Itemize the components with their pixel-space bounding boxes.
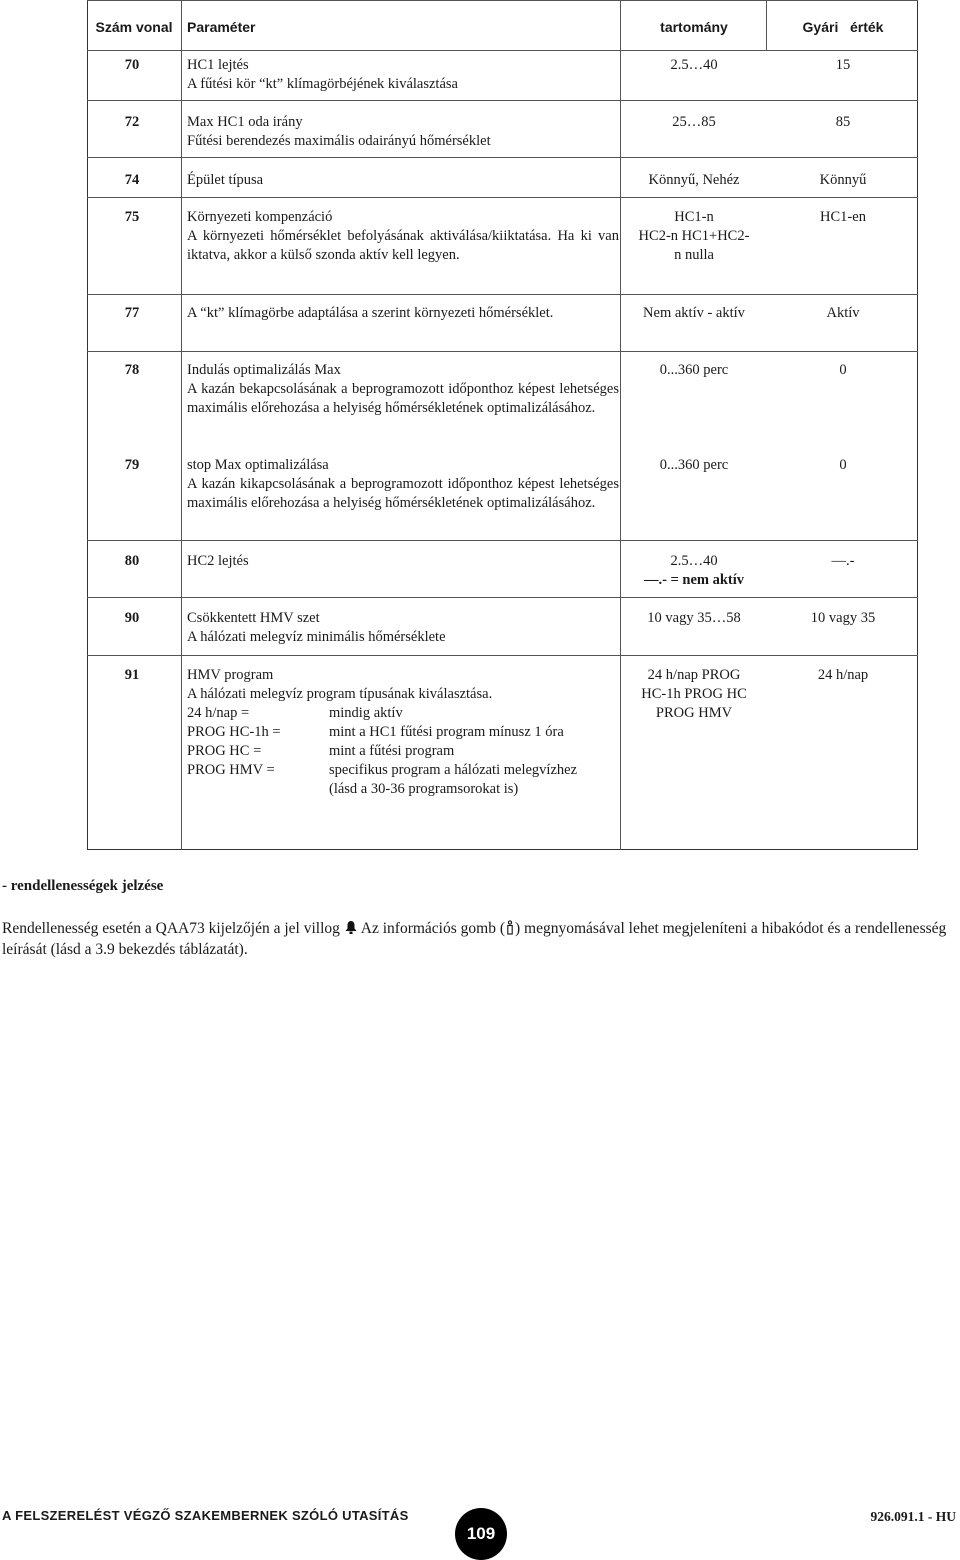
row-number: 72	[124, 114, 140, 130]
range-value: 25…85	[672, 114, 716, 130]
column-divider	[620, 0, 621, 850]
range-value: PROG HMV	[655, 705, 733, 721]
row-number: 74	[124, 172, 140, 188]
bell-icon	[344, 919, 358, 933]
table-rule	[87, 597, 918, 598]
row-number: 80	[124, 553, 140, 569]
row-number: 78	[124, 362, 140, 378]
program-option	[187, 780, 619, 799]
header-range: tartomány	[660, 19, 728, 35]
table-rule	[87, 294, 918, 295]
program-option	[187, 742, 619, 761]
table-rule	[87, 50, 918, 51]
default-value: 10 vagy 35	[810, 610, 876, 626]
program-key: PROG HMV =	[187, 762, 275, 778]
param-desc: A hálózati melegvíz program típusának kiválasztása.	[187, 686, 493, 702]
program-option	[187, 704, 619, 723]
row-number: 70	[124, 57, 140, 73]
body-text-part: ) megnyomásával lehet megjeleníteni a hibakódot és a rendellenesség leírását (lásd a 3.9 bekezdés táblázatát).	[2, 920, 947, 958]
range-value: 2.5…40	[670, 57, 718, 73]
header-param: Paraméter	[187, 19, 256, 35]
default-value: 24 h/nap	[817, 667, 869, 683]
param-title: Környezeti kompenzáció	[187, 209, 333, 225]
range-value: 10 vagy 35…58	[647, 610, 741, 626]
range-value: HC2-n HC1+HC2-	[638, 228, 750, 244]
param-title: Indulás optimalizálás Max	[187, 362, 341, 378]
row-number: 79	[124, 457, 140, 473]
param-title: HC1 lejtés	[187, 57, 249, 73]
default-value: —.-	[831, 553, 855, 569]
param-desc: A fűtési kör “kt” klímagörbéjének kiválasztása	[187, 76, 458, 92]
param-title: A “kt” klímagörbe adaptálása a szerint környezeti hőmérséklet.	[187, 305, 554, 321]
table-rule	[87, 655, 918, 656]
program-key	[187, 780, 329, 799]
program-key: PROG HC =	[187, 743, 262, 759]
range-value: Könnyű, Nehéz	[648, 172, 740, 188]
header-num: Szám vonal	[95, 19, 173, 35]
param-title: Max HC1 oda irány	[187, 114, 303, 130]
range-value: 2.5…40	[670, 553, 718, 569]
range-value: HC1-n	[674, 209, 714, 225]
program-value: mindig aktív	[329, 705, 403, 721]
table-rule	[87, 157, 918, 158]
range-value: Nem aktív - aktív	[643, 305, 745, 321]
range-value: 24 h/nap PROG	[647, 667, 741, 683]
section-title: - rendellenességek jelzése	[2, 878, 164, 894]
param-title: stop Max optimalizálása	[187, 457, 329, 473]
param-title: Csökkentett HMV szet	[187, 610, 320, 626]
range-value: 0...360 perc	[659, 457, 729, 473]
row-number: 77	[124, 305, 140, 321]
param-desc: A hálózati melegvíz minimális hőmérséklete	[187, 629, 446, 645]
table-rule	[87, 0, 918, 1]
footer-title: A FELSZERELÉST VÉGZŐ SZAKEMBERNEK SZÓLÓ UTASÍTÁS	[2, 1508, 409, 1523]
column-divider	[181, 0, 182, 850]
range-value: HC-1h PROG HC	[641, 686, 747, 702]
default-value: 85	[835, 114, 851, 130]
program-key: 24 h/nap =	[187, 705, 250, 721]
header-default: Gyári érték	[802, 19, 884, 35]
body-text-part: Az információs gomb (	[357, 920, 505, 937]
program-value: specifikus program a hálózati melegvízhez	[329, 762, 578, 778]
table-rule	[87, 197, 918, 198]
column-divider	[766, 0, 767, 50]
table-rule	[87, 351, 918, 352]
default-value: 15	[835, 57, 851, 73]
default-value: Könnyű	[819, 172, 867, 188]
body-text-part: Rendellenesség esetén a QAA73 kijelzőjén a jel villog	[2, 920, 340, 937]
param-desc: Fűtési berendezés maximális odairányú hőmérséklet	[187, 133, 491, 149]
section-body	[2, 918, 960, 960]
range-value: 0...360 perc	[659, 362, 729, 378]
param-desc: A környezeti hőmérséklet befolyásának aktiválása/kiiktatása. Ha ki van iktatva, akkor a külső szonda aktív kell legyen.	[187, 228, 619, 263]
table-rule	[87, 100, 918, 101]
param-title: Épület típusa	[187, 172, 264, 188]
row-number: 91	[124, 667, 140, 683]
program-value: mint a fűtési program	[329, 743, 455, 759]
program-value: (lásd a 30-36 programsorokat is)	[329, 781, 519, 797]
program-option	[187, 761, 619, 780]
param-title: HC2 lejtés	[187, 553, 249, 569]
param-desc: A kazán bekapcsolásának a beprogramozott időponthoz képest lehetséges maximális előrehozása a helyiség hőmérsékletének optimalizálásához.	[187, 381, 619, 416]
default-value: 0	[839, 362, 847, 378]
program-option	[187, 723, 619, 742]
table-rule	[87, 540, 918, 541]
program-key: PROG HC-1h =	[187, 724, 281, 740]
row-number: 90	[124, 610, 140, 626]
info-icon	[505, 920, 515, 935]
param-desc: A kazán kikapcsolásának a beprogramozott időponthoz képest lehetséges maximális előrehozása a helyiség hőmérsékletének optimalizálásához.	[187, 476, 619, 511]
range-value: n nulla	[674, 247, 714, 263]
row-number: 75	[124, 209, 140, 225]
default-value: Aktív	[826, 305, 860, 321]
page-number: 109	[455, 1508, 507, 1560]
param-title: HMV program	[187, 667, 274, 683]
default-value: HC1-en	[820, 209, 866, 225]
range-note: —.- = nem aktív	[643, 572, 745, 588]
document-code: 926.091.1 - HU	[870, 1509, 956, 1524]
default-value: 0	[839, 457, 847, 473]
program-value: mint a HC1 fűtési program mínusz 1 óra	[329, 724, 564, 740]
